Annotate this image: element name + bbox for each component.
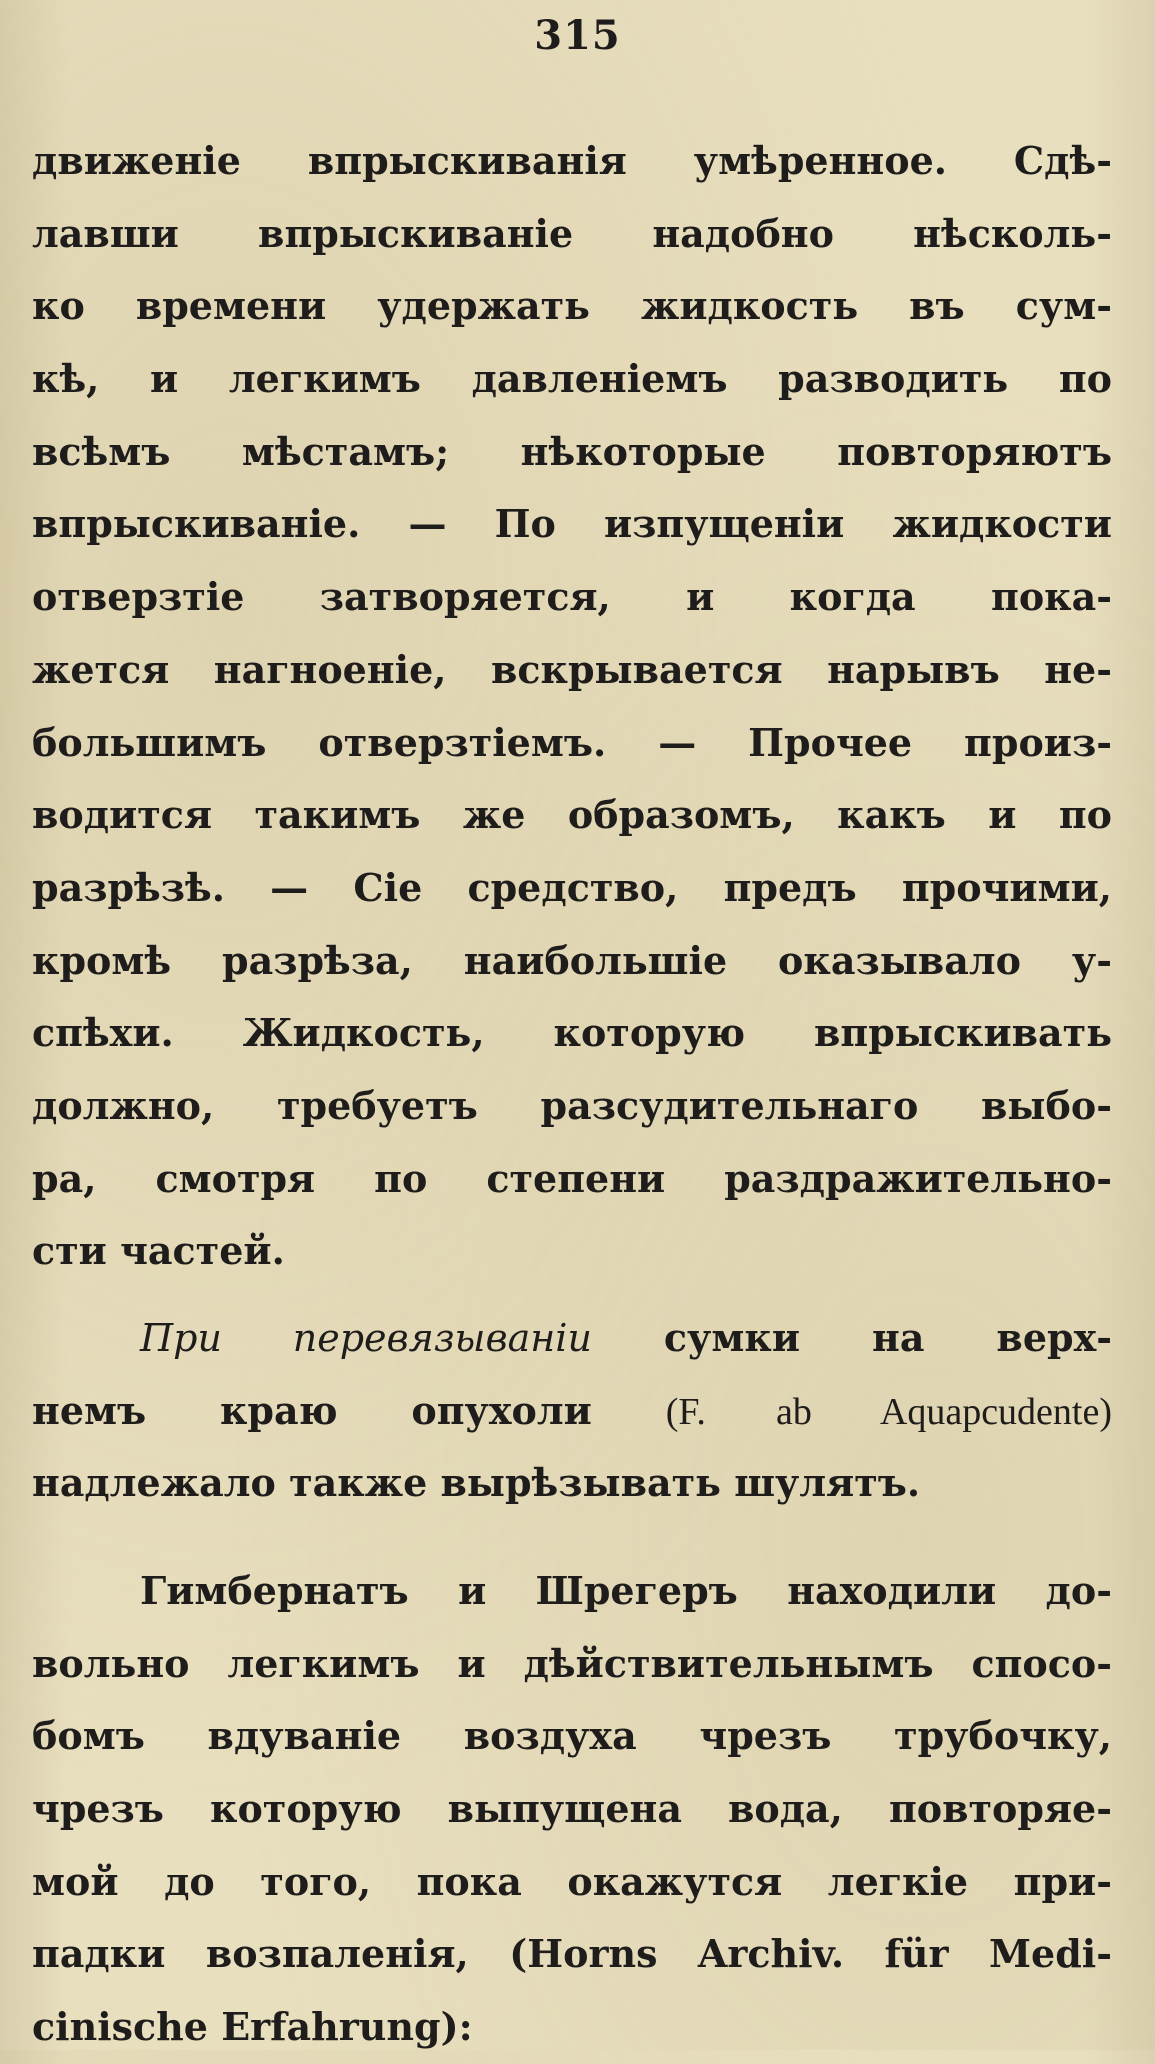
text-line xyxy=(32,1375,1112,1448)
text-span: немъ краю опухоли xyxy=(32,1387,592,1433)
text-line: ра, смотря по степени раздражительно- xyxy=(32,1155,1112,1201)
text-line: большимъ отверзтіемъ. — Прочее произ- xyxy=(32,719,1112,765)
text-line: чрезъ которую выпущена вода, повторяе- xyxy=(32,1786,1112,1832)
text-line: разрѣзѣ. — Сіе средство, предъ прочими, xyxy=(32,864,1112,910)
text-line xyxy=(32,1302,1112,1375)
paragraph-3 xyxy=(32,1555,1112,2064)
text-line: бомъ вдуваніе воздуха чрезъ трубочку, xyxy=(32,1713,1112,1759)
paragraph-1 xyxy=(32,125,1112,1288)
text-line: мой до того, пока окажутся легкіе при- xyxy=(32,1858,1112,1904)
text-line: жется нагноеніе, вскрывается нарывъ не- xyxy=(32,646,1112,692)
text-line: сти частей. xyxy=(32,1228,285,1274)
text-line: вольно легкимъ и дѣйствительнымъ спосо- xyxy=(32,1640,1112,1686)
text-line: движеніе впрыскиванія умѣренное. Сдѣ- xyxy=(32,138,1112,183)
text-line: Гимбернатъ и Шрегеръ находили до- xyxy=(140,1568,1112,1613)
text-line: спѣхи. Жидкость, которую впрыскивать xyxy=(32,1010,1112,1056)
text-line: падки возпаленія, (Horns Archiv. für Medi- xyxy=(32,1931,1112,1977)
text-line: cinische Erfahrung): xyxy=(32,2004,473,2050)
text-line: кромѣ разрѣза, наибольшіе оказывало у- xyxy=(32,937,1112,983)
text-span: сумки на верх- xyxy=(663,1315,1112,1360)
paragraph-2 xyxy=(32,1302,1112,1520)
italic-term: При перевязываніи xyxy=(140,1316,592,1360)
text-line: всѣмъ мѣстамъ; нѣкоторые повторяютъ xyxy=(32,428,1112,474)
text-line: кѣ, и легкимъ давленіемъ разводить по xyxy=(32,356,1112,402)
text-line: надлежало также вырѣзывать шулятъ. xyxy=(32,1460,921,1506)
text-line: должно, требуетъ разсудительнаго выбо- xyxy=(32,1082,1112,1128)
text-line: впрыскиваніе. — По изпущеніи жидкости xyxy=(32,501,1112,547)
page-number: 315 xyxy=(534,12,621,59)
text-line: отверзтіе затворяется, и когда пока- xyxy=(32,574,1112,620)
latin-citation: (F. ab Aquapcudente) xyxy=(665,1390,1113,1433)
text-line: лавши впрыскиваніе надобно нѣсколь- xyxy=(32,210,1112,256)
text-line: водится такимъ же образомъ, какъ и по xyxy=(32,792,1112,838)
text-line: ко времени удержать жидкость въ сум- xyxy=(32,283,1112,329)
